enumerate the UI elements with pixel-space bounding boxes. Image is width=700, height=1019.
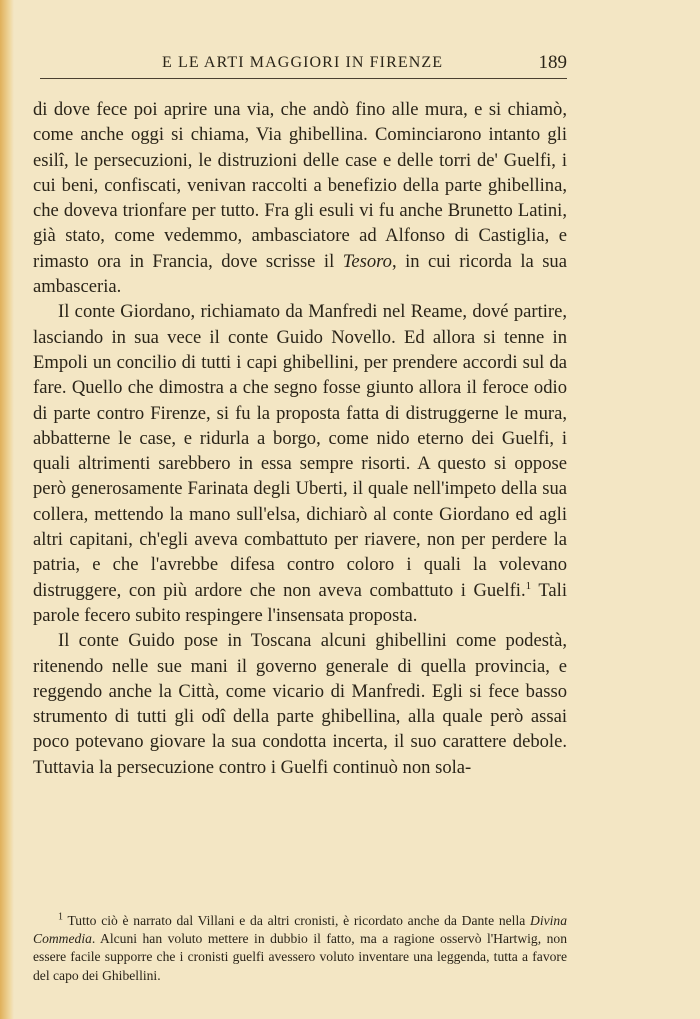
running-title: E LE ARTI MAGGIORI IN FIRENZE bbox=[162, 54, 444, 71]
work-title: Tesoro bbox=[342, 250, 392, 272]
page-edge bbox=[0, 0, 14, 1019]
paragraph-2-text-end: Tali parole fecero subito respingere l'insensata proposta. bbox=[33, 579, 567, 626]
page-number: 189 bbox=[538, 52, 567, 73]
paragraph-2 bbox=[33, 299, 567, 628]
body-text bbox=[33, 97, 567, 780]
paragraph-2-text: Il conte Giordano, richiamato da Manfredi nel Reame, dové partire, lasciando in sua vece il conte Guido Novello. Ed allora si tenne in Empoli un concilio di tutti i capi ghibellini, per prendere accordi sul da fare. Quello che dimostra a che segno fosse giunto allora il feroce odio di parte contro Firenze, si fu la proposta fatta di distruggerne le mura, abbatterne le case, e ridurla a borgo, come nido eterno dei Guelfi, i quali altrimenti sarebbero in essa sempre risorti. A questo si oppose però generosamente Farinata degli Uberti, il quale nell'impeto della sua collera, mettendo la mano sull'elsa, dichiarò al conte Giordano ed agli altri capitani, ch'egli aveva combattuto per riavere, non per perdere la patria, e che l'avrebbe difesa contro coloro i quali la volevano distruggere, con più ardore che non aveva combattuto i Guelfi. bbox=[33, 301, 567, 601]
footnote-text-end: . Alcuni han voluto mettere in dubbio il fatto, ma a ragione osservò l'Hartwig, non essere facile supporre che i cronisti guelfi avessero voluto inventare una leggenda, tutta a favore del capo dei Ghibellini. bbox=[33, 931, 567, 983]
footnote-work-title: Divina Commedia bbox=[33, 913, 567, 947]
running-header bbox=[40, 52, 567, 78]
footnote-text: Tutto ciò è narrato dal Villani e da altri cronisti, è ricordato anche da Dante nella bbox=[63, 913, 530, 928]
footnote-reference: 1 bbox=[525, 579, 532, 592]
footnote bbox=[33, 912, 567, 985]
header-rule bbox=[40, 78, 567, 79]
paragraph-1-text: di dove fece poi aprire una via, che andò fino alle mura, e si chiamò, come anche oggi si chiama, Via ghibellina. Cominciarono intanto gli esilî, le persecuzioni, le distruzioni delle case e delle torri de' Guelfi, i cui beni, confiscati, venivan raccolti a benefizio della parte ghibellina, che doveva trionfare per tutto. Fra gli esuli vi fu anche Brunetto Latini, già stato, come vedemmo, ambasciatore ad Alfonso di Castiglia, e rimasto ora in Francia, dove scrisse il bbox=[33, 99, 567, 272]
footnote-mark: 1 bbox=[58, 911, 63, 923]
paragraph-3-text: Il conte Guido pose in Toscana alcuni ghibellini come podestà, ritenendo nelle sue mani il governo generale di quella provincia, e reggendo anche la Città, come vicario di Manfredi. Egli si fece basso strumento di tutti gli odî della parte ghibellina, alla quale però assai poco potevano giovare la sua condotta incerta, il suo carattere debole. Tuttavia la persecuzione contro i Guelfi continuò non sola- bbox=[33, 630, 567, 778]
paragraph-1 bbox=[33, 97, 567, 299]
paragraph-1-text-end: , in cui ricorda la sua ambasceria. bbox=[33, 250, 567, 298]
paragraph-3 bbox=[33, 628, 567, 780]
